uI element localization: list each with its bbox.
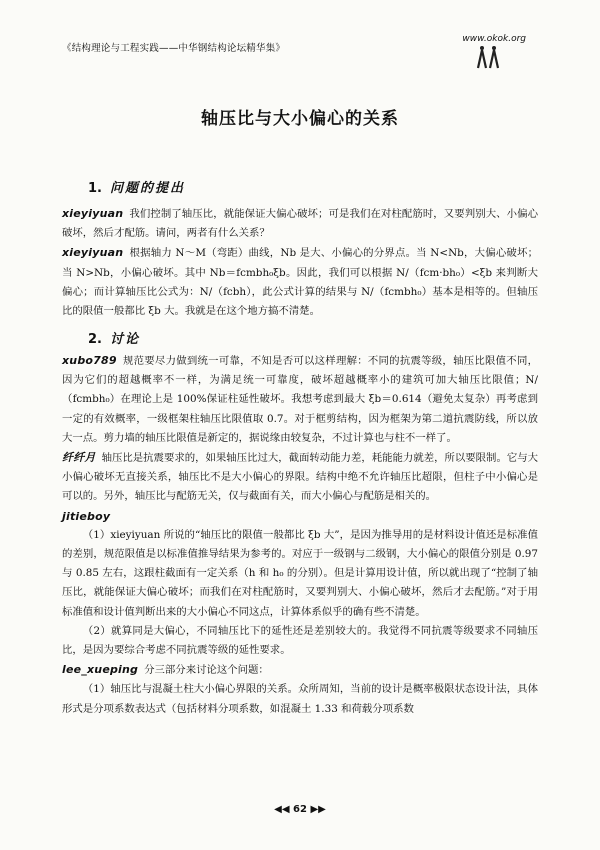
post-author: xubo789 <box>62 354 117 367</box>
site-url: www.okok.org <box>462 34 526 44</box>
section-heading-2 <box>88 328 140 347</box>
post-text: 轴压比是抗震要求的，如果轴压比过大，截面转动能力差，耗能能力就差，所以要限制。它与大小偏心破坏无直接关系，轴压比不是大小偏心的界限。结构中绝不允许轴压比超限，但柱子中小偏心是可以的。另外，轴压比与配筋无关，仅与截面有关，而大小偏心与配筋是相关的。 <box>62 452 539 503</box>
section-heading-1 <box>88 177 185 196</box>
page-number <box>0 804 600 815</box>
post <box>62 204 538 243</box>
prev-page-arrow-icon: ◀◀ <box>274 804 290 815</box>
post-text: 根据轴力 N～M（弯距）曲线，Nb 是大、小偏心的分界点。当 N<Nb，大偏心破坏；当 N>Nb，小偏心破坏。其中 Nb＝fcmbh₀ξb。因此，我们可以根据 N/（fcm·bh₀）<ξb 来判断大偏心；而计算轴压比公式为：N/（fcbh），此公式计算的结果与 N/（fcmbh₀）基本是相等的。但轴压比的限值一般都比 ξb 大。我就是在这个地方搞不清楚。 <box>62 247 538 318</box>
section-1-body <box>62 204 538 321</box>
post-paragraph: （1）xieyiyuan 所说的“轴压比的限值一般都比 ξb 大”，是因为推导用的是材料设计值还是标准值的差别，规范限值是以标准值推导结果为参考的。对应于一级钢与二级钢，大小偏心的限值分别是 0.97 与 0.85 左右，这跟柱截面有一定关系（h 和 h₀ 的分别）。但是计算用设计值，所以就出现了“控制了轴压比，就能保证大偏心破坏；而我们在对柱配筋时，又要判别大、小偏心破坏，然后才去配筋。”对于用标准值和设计值判断出来的大小偏心不同这点，计算体系似乎的确有些不清楚。 <box>62 528 538 618</box>
article-title: 轴压比与大小偏心的关系 <box>201 109 399 129</box>
post-author: xieyiyuan <box>62 246 124 260</box>
post-text: 我们控制了轴压比，就能保证大偏心破坏；可是我们在对柱配筋时，又要判别大、小偏心破坏，然后才配筋。请问，两者有什么关系？ <box>62 208 538 240</box>
section-title: 讨论 <box>109 332 140 347</box>
running-header: 《结构理论与工程实践——中华钢结构论坛精华集》 <box>62 43 286 54</box>
post-text: 分三部分来讨论这个问题： <box>144 664 269 677</box>
section-number: 2. <box>88 332 102 347</box>
okok-logo-icon <box>472 44 506 70</box>
section-2-body <box>62 351 538 719</box>
post <box>62 507 538 526</box>
post-author: xieyiyuan <box>62 207 124 220</box>
post <box>62 660 538 680</box>
section-title: 问题的提出 <box>109 181 185 196</box>
section-number: 1. <box>88 181 102 196</box>
site-mark <box>448 30 538 70</box>
post-author: lee_xueping <box>62 663 139 677</box>
next-page-arrow-icon: ▶▶ <box>310 804 326 815</box>
post-text: 规范要尽力做到统一可靠，不知是否可以这样理解：不同的抗震等级，轴压比限值不同，因为它们的超越概率不一样，为满足统一可靠度，破坏超越概率小的建筑可加大轴压比限值；N/（fcmbh₀）在理论上是 100%保证柱延性破坏。我想考虑到最大 ξb＝0.614（避免太复杂）再考虑到一定的有效概率，一级框架柱轴压比限值取 0.7。对于框剪结构，因为框架为第二道抗震防线，所以放大一点。剪力墙的轴压比限值是新定的，据说缘由较复杂，不过计算也与柱不一样了。 <box>62 355 538 444</box>
post <box>62 448 538 507</box>
post-author: jitieboy <box>62 509 111 523</box>
post <box>62 351 538 448</box>
post-author: 纤纤月 <box>62 451 96 465</box>
post-paragraph: （1）轴压比与混凝土柱大小偏心界限的关系。众所周知，当前的设计是概率极限状态设计法，具体形式是分项系数表达式（包括材料分项系数，如混凝土 1.33 和荷载分项系数 <box>62 683 538 715</box>
page-number-value: 62 <box>293 804 307 815</box>
post-paragraph: （2）就算同是大偏心，不同轴压比下的延性还是差别较大的。我觉得不同抗震等级要求不同轴压比，是因为要综合考虑不同抗震等级的延性要求。 <box>62 624 538 657</box>
post <box>62 243 538 321</box>
